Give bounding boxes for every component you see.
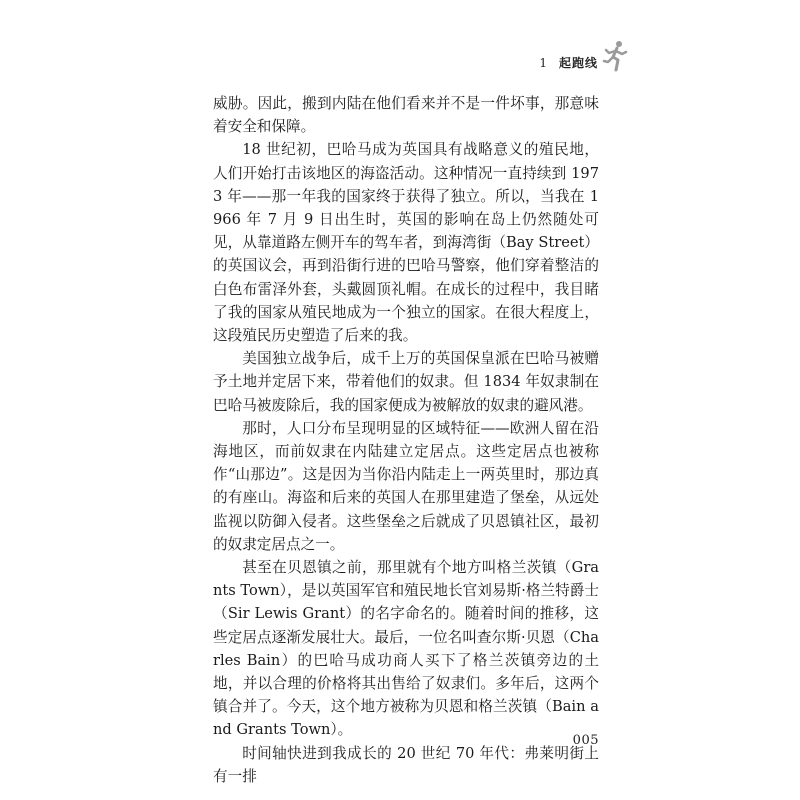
paragraph: 甚至在贝恩镇之前，那里就有个地方叫格兰茨镇（Grants Town），是以英国军官和殖民地长官刘易斯·格兰特爵士（Sir Lewis Grant）的名字命名的。随着时间的推移，这些定居点逐渐发展壮大。最后，一位名叫查尔斯·贝恩（Charles Bain）的巴哈马成功商人买下了格兰茨镇旁边的土地，并以合理的价格将其出售给了奴隶们。多年后，这两个镇合并了。今天，这个地方被称为贝恩和格兰茨镇（Bain and Grants Town）。 — [213, 559, 599, 739]
chapter-number: 1 — [539, 55, 547, 70]
paragraph: 威胁。因此，搬到内陆在他们看来并不是一件坏事，那意味着安全和保障。 — [213, 95, 599, 136]
paragraph: 时间轴快进到我成长的 20 世纪 70 年代：弗莱明街上有一排 — [213, 744, 599, 785]
paragraph: 18 世纪初，巴哈马成为英国具有战略意义的殖民地，人们开始打击该地区的海盗活动。这种情况一直持续到 1973 年——那一年我的国家终于获得了独立。所以，当我在 1966 年 7 月 9 日出生时，英国的影响在岛上仍然随处可见，从靠道路左侧开车的驾车者，到海湾街（Bay Street）的英国议会，再到沿街行进的巴哈马警察，他们穿着整洁的白色布雷泽外套，头戴圆顶礼帽。在成长的过程中，我目睹了我的国家从殖民地成为一个独立的国家。在很大程度上，这段殖民历史塑造了后来的我。 — [213, 141, 599, 345]
runner-icon — [602, 40, 630, 74]
body-text — [213, 92, 599, 788]
chapter-title: 起跑线 — [558, 56, 598, 70]
paragraph: 美国独立战争后，成千上万的英国保皇派在巴哈马被赠予土地并定居下来，带着他们的奴隶。但 1834 年奴隶制在巴哈马被废除后，我的国家便成为被解放的奴隶的避风港。 — [213, 350, 599, 414]
page-number: 005 — [572, 733, 599, 748]
paragraph: 那时，人口分布呈现明显的区域特征——欧洲人留在沿海地区，而前奴隶在内陆建立定居点。这些定居点也被称作“山那边”。这是因为当你沿内陆走上一两英里时，那边真的有座山。海盗和后来的英国人在那里建造了堡垒，从远处监视以防御入侵者。这些堡垒之后就成了贝恩镇社区，最初的奴隶定居点之一。 — [213, 419, 599, 553]
running-header — [539, 54, 598, 71]
